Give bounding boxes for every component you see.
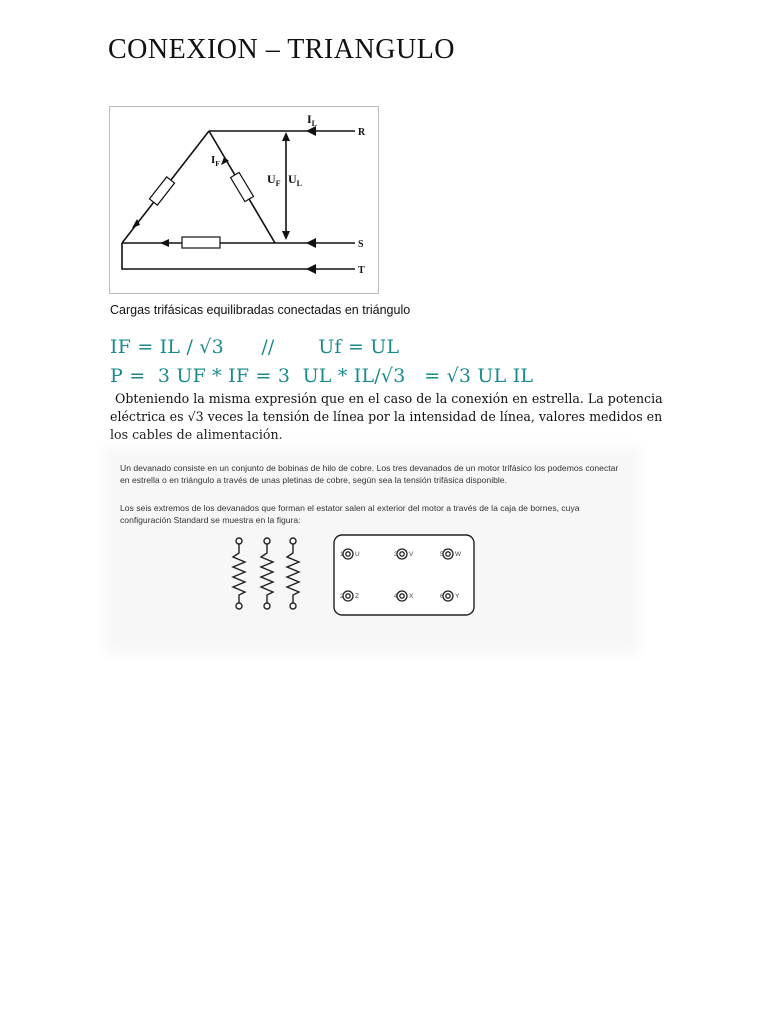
formula-current-voltage: IF = IL / √3 // Uf = UL [110, 336, 400, 358]
resistor-bottom [182, 237, 220, 248]
label-r: R [358, 127, 366, 138]
label-il: $I_L$ [307, 112, 318, 128]
terminal-1-num: 1 [340, 551, 344, 558]
page-title: CONEXION – TRIANGULO [108, 34, 456, 65]
label-t: T [358, 265, 365, 276]
terminal-4-letter: X [409, 593, 414, 600]
resistor-right [231, 172, 254, 201]
terminal-3-letter: V [409, 551, 414, 558]
coil-group [233, 538, 299, 609]
coil-1 [233, 538, 245, 609]
arrow-bottom-icon [160, 239, 169, 247]
formula-power: P = 3 UF * IF = 3 UL * IL/√3 = √3 UL IL [110, 365, 534, 387]
windings-figure [112, 455, 632, 645]
windings-diagram [112, 455, 632, 645]
terminal-6-letter: Y [455, 593, 460, 600]
coil-3 [287, 538, 299, 609]
label-s: S [358, 239, 364, 250]
terminal-5-letter: W [455, 551, 462, 558]
arrow-s-icon [306, 238, 316, 248]
terminal-2-letter: Z [355, 593, 359, 600]
label-uf: $U_F$ [267, 172, 281, 188]
arrow-t-icon [306, 264, 316, 274]
figure-caption: Cargas trifásicas equilibradas conectadas en triángulo [110, 303, 411, 317]
coil-2 [261, 538, 273, 609]
windings-text-2: Los seis extremos de los devanados que forman el estator salen al exterior del motor a través de la caja de bornes, cuya configuración Standard se muestra en la figura: [120, 503, 580, 525]
body-paragraph: Obteniendo la misma expresión que en el caso de la conexión en estrella. La potencia eléctrica es √3 veces la tensión de línea por la intensidad de línea, valores medidos en los cables de alimentación. [110, 391, 663, 442]
arrow-up-icon [282, 132, 290, 141]
delta-diagram [110, 107, 378, 293]
terminal-3-num: 3 [394, 551, 398, 558]
line-t [122, 243, 355, 269]
arrow-down-icon [282, 231, 290, 240]
terminal-4-num: 4 [394, 593, 398, 600]
terminal-5-num: 5 [440, 551, 444, 558]
delta-diagram-figure [109, 106, 379, 294]
terminal-2-num: 2 [340, 593, 344, 600]
windings-text-1: Un devanado consiste en un conjunto de bobinas de hilo de cobre. Los tres devanados de un motor trifásico los podemos conectar en estrella o en triángulo a través de unas pletinas de cobre, según sea la tensión trifásica disponible. [120, 463, 619, 485]
terminal-1-letter: U [355, 551, 360, 558]
label-ul: $U_L$ [288, 172, 303, 188]
terminal-6-num: 6 [440, 593, 444, 600]
label-if: $I_F$ [211, 154, 220, 168]
terminal-box [334, 535, 474, 615]
resistor-left [149, 177, 174, 205]
